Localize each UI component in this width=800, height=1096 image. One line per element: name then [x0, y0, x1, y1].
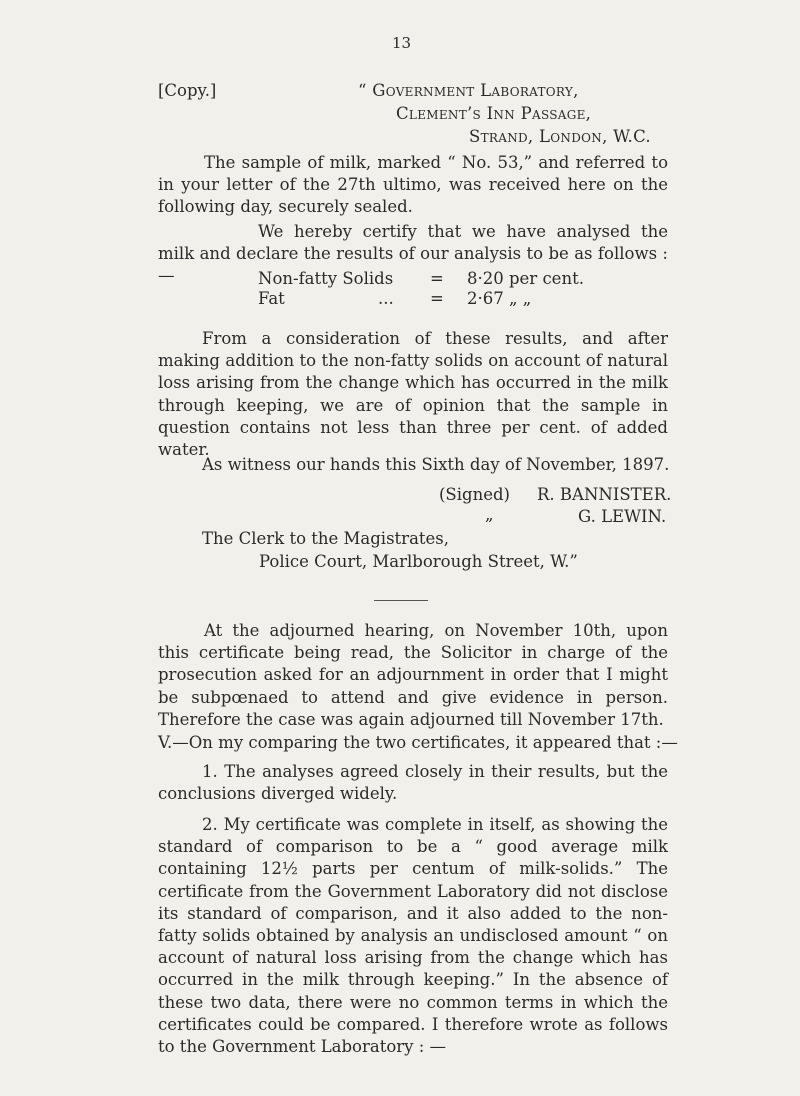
address-line-2: Clement’s Inn Passage, — [396, 104, 592, 123]
result-leader: ... — [378, 289, 394, 308]
signer-1: R. BANNISTER. — [537, 485, 672, 504]
letter-paragraph-1: The sample of milk, marked “ No. 53,” and referred to in your letter of the 27th ultimo, was received here on the following day, securely sealed. — [158, 153, 668, 217]
address-line-1: “ Government Laboratory, — [358, 81, 579, 100]
result-value: 2·67 „ „ — [467, 289, 532, 308]
addressee-line-1: The Clerk to the Magistrates, — [202, 529, 450, 548]
list-item-2: 2. My certificate was complete in itself, as showing the standard of comparison to be a “ good average milk containing 12½ parts per centum of milk-solids.” The certificate from the Government Laboratory did not disclose its standard of comparison, and it also added to the non-fatty solids obtained by analysis an undisclosed amount “ on account of natural loss arising from the change which has occurred in the milk through keeping.” In the absence of these two data, there were no common terms in which the certificates could be compared. I therefore wrote as follows to the Government Laboratory : — — [158, 815, 668, 1057]
letter-paragraph-3: From a consideration of these results, and after making addition to the non-fatty solids on account of natural loss arising from the change which has occurred in the milk through keeping, we are of opinion that the sample in question contains not less than three per cent. of added water. — [158, 329, 668, 460]
ditto-mark: „ — [485, 505, 494, 524]
body-paragraph-1: At the adjourned hearing, on November 10th, upon this certificate being read, the Solicitor in charge of the prosecution asked for an adjournment in order that I might be subpœnaed to attend and give evidence in person. Therefore the case was again adjourned till November 17th. — [158, 621, 668, 729]
section-divider — [374, 600, 428, 601]
addressee-line-2: Police Court, Marlborough Street, W.” — [259, 552, 578, 571]
result-equals: = — [430, 269, 444, 288]
letter-paragraph-2: We hereby certify that we have analysed the milk and declare the results of our analysis to be as follows : — — [158, 222, 668, 286]
address-line-3: Strand, London, W.C. — [469, 127, 651, 146]
page-number: 13 — [392, 34, 412, 52]
result-label: Fat — [258, 289, 285, 308]
result-label: Non-fatty Solids — [258, 269, 394, 288]
signed-label: (Signed) — [439, 485, 510, 504]
result-equals: = — [430, 289, 444, 308]
signer-2: G. LEWIN. — [578, 507, 667, 526]
body-paragraph-2: V.—On my comparing the two certificates, it appeared that :— — [158, 733, 678, 752]
list-item-1: 1. The analyses agreed closely in their results, but the conclusions diverged widely. — [158, 762, 668, 804]
result-value: 8·20 per cent. — [467, 269, 584, 288]
copy-label: [Copy.] — [158, 81, 217, 100]
witness-line: As witness our hands this Sixth day of November, 1897. — [202, 455, 670, 474]
